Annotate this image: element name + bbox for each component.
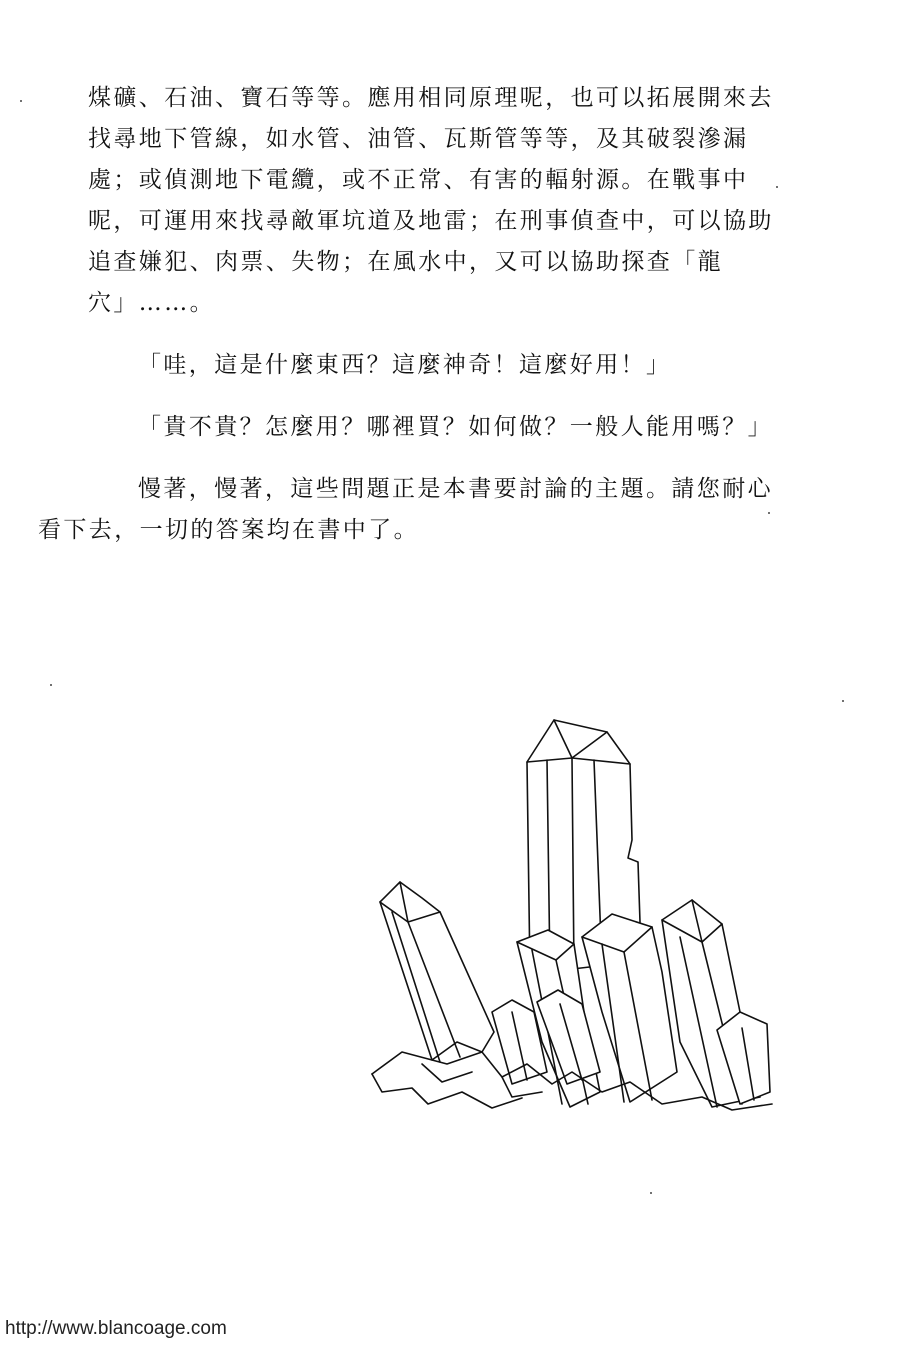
text-line: 慢著，慢著，這些問題正是本書要討論的主題。請您耐心 [138, 476, 773, 502]
scan-speck [776, 186, 778, 188]
text-line: 處；或偵測地下電纜，或不正常、有害的輻射源。在戰事中 [88, 167, 749, 193]
scan-speck [20, 100, 22, 102]
text-line: 煤礦、石油、寶石等等。應用相同原理呢，也可以拓展開來去 [88, 85, 774, 111]
paragraph-closing [38, 469, 788, 551]
paragraph-continuation [88, 78, 788, 324]
quote-two: 「貴不貴？怎麼用？哪裡買？如何做？一般人能用嗎？」 [138, 414, 773, 440]
scan-speck [842, 700, 844, 702]
text-line: 追查嫌犯、肉票、失物；在風水中，又可以協助探查「龍 [88, 249, 723, 275]
text-line: 找尋地下管線，如水管、油管、瓦斯管等等，及其破裂滲漏 [88, 126, 749, 152]
scan-speck [768, 512, 770, 514]
text-line: 穴」……。 [88, 290, 215, 316]
quote-one: 「哇，這是什麼東西？這麼神奇！這麼好用！」 [138, 352, 672, 378]
footer-url[interactable]: http://www.blancoage.com [5, 1318, 227, 1339]
page-text [38, 78, 788, 551]
text-line: 呢，可運用來找尋敵軍坑道及地雷；在刑事偵查中，可以協助 [88, 208, 774, 234]
scan-speck [650, 1192, 652, 1194]
text-line: 看下去，一切的答案均在書中了。 [38, 517, 419, 543]
crystal-cluster-icon [362, 712, 782, 1122]
scan-speck [50, 684, 52, 686]
